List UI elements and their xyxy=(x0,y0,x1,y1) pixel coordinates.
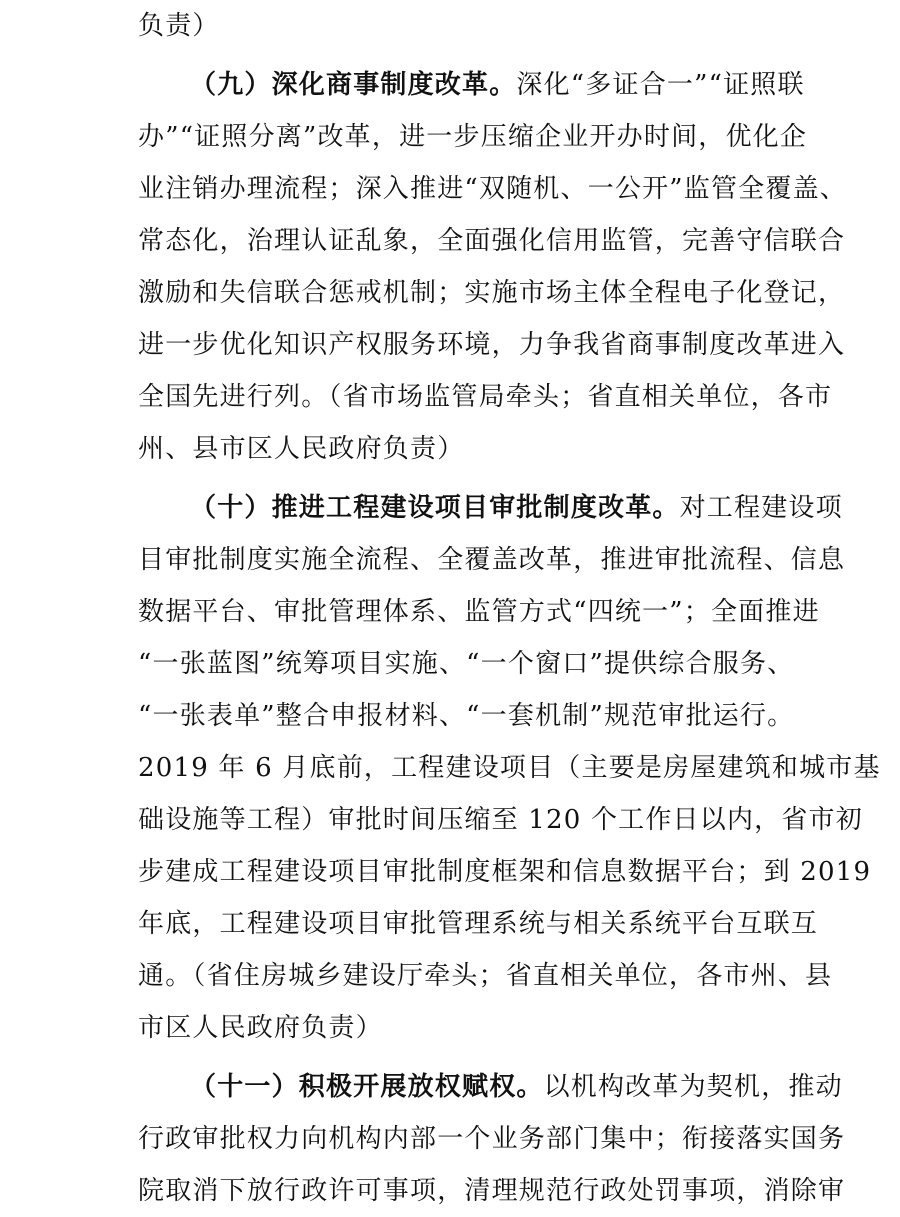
section-10-line-7: 础设施等工程）审批时间压缩至 120 个工作日以内，省市初 xyxy=(138,805,863,835)
section-10-line-8: 步建成工程建设项目审批制度框架和信息数据平台；到 2019 xyxy=(138,857,872,887)
section-10-line-2: 目审批制度实施全流程、全覆盖改革，推进审批流程、信息 xyxy=(138,545,846,575)
section-11 xyxy=(138,1061,846,1217)
section-9-line-8: 州、县市区人民政府负责） xyxy=(138,434,465,464)
section-10-line-9: 年底，工程建设项目审批管理系统与相关系统平台互联互 xyxy=(138,909,819,939)
section-10 xyxy=(138,482,881,1054)
section-9-line-5: 激励和失信联合惩戒机制；实施市场主体全程电子化登记， xyxy=(138,278,846,308)
section-9 xyxy=(138,59,847,475)
section-9-heading: （九）深化商事制度改革。 xyxy=(190,70,517,100)
section-10-heading: （十）推进工程建设项目审批制度改革。 xyxy=(190,493,680,523)
section-9-line-3: 业注销办理流程；深入推进“双随机、一公开”监管全覆盖、 xyxy=(138,174,847,204)
top-line: 负责） xyxy=(138,11,220,41)
section-10-line-10: 通。（省住房城乡建设厅牵头；省直相关单位，各市州、县 xyxy=(138,961,833,991)
section-10-line-1: （十）推进工程建设项目审批制度改革。对工程建设项 xyxy=(190,493,843,523)
section-11-heading: （十一）积极开展放权赋权。 xyxy=(190,1072,544,1102)
section-9-line-7: 全国先进行列。（省市场监管局牵头；省直相关单位，各市 xyxy=(138,382,833,412)
section-11-line-1: （十一）积极开展放权赋权。以机构改革为契机，推动 xyxy=(190,1072,843,1102)
section-9-line-2: 办”“证照分离”改革，进一步压缩企业开办时间，优化企 xyxy=(138,122,808,152)
section-9-line-1: （九）深化商事制度改革。深化“多证合一”“证照联 xyxy=(190,70,805,100)
section-11-line-2: 行政审批权力向机构内部一个业务部门集中；衔接落实国务 xyxy=(138,1124,846,1154)
section-10-line-4: “一张蓝图”统筹项目实施、“一个窗口”提供综合服务、 xyxy=(138,649,795,679)
section-10-line-11: 市区人民政府负责） xyxy=(138,1013,383,1043)
section-11-line-3: 院取消下放行政许可事项，清理规范行政处罚事项，消除审 xyxy=(138,1176,846,1206)
document-page xyxy=(138,0,881,1217)
section-10-line-6: 2019 年 6 月底前，工程建设项目（主要是房屋建筑和城市基 xyxy=(138,753,881,783)
section-9-line-6: 进一步优化知识产权服务环境，力争我省商事制度改革进入 xyxy=(138,330,846,360)
section-10-line-5: “一张表单”整合申报材料、“一套机制”规范审批运行。 xyxy=(138,701,795,731)
section-9-line-4: 常态化，治理认证乱象，全面强化信用监管，完善守信联合 xyxy=(138,226,846,256)
section-10-line-3: 数据平台、审批管理体系、监管方式“四统一”；全面推进 xyxy=(138,597,820,627)
